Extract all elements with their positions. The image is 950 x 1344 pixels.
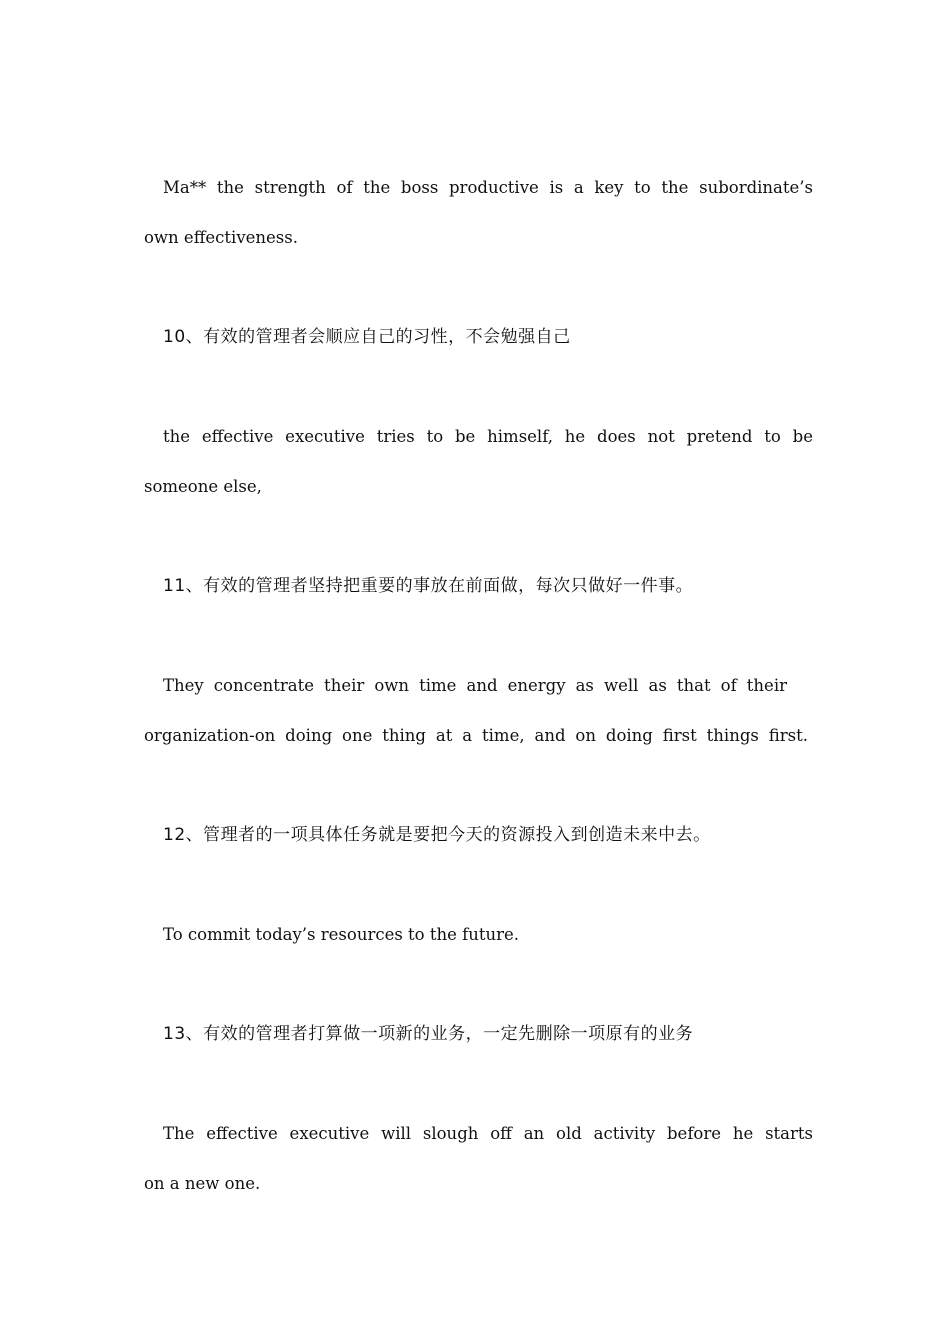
paragraph-line: They concentrate their own time and energy as well as that of their [163, 676, 787, 695]
section-heading-11: 11、有效的管理者坚持把重要的事放在前面做，每次只做好一件事。 [163, 576, 694, 596]
paragraph-line: Ma** the strength of the boss productive is a key to the subordinate’s [163, 178, 813, 197]
section-heading-12: 12、管理者的一项具体任务就是要把今天的资源投入到创造未来中去。 [163, 825, 711, 845]
paragraph-line: on a new one. [144, 1174, 261, 1193]
section-heading-10: 10、有效的管理者会顺应自己的习性，不会勉强自己 [163, 327, 571, 347]
paragraph-line: own effectiveness. [144, 228, 298, 247]
paragraph-line: To commit today’s resources to the future. [163, 925, 520, 944]
paragraph-line: The effective executive will slough off an old activity before he starts [163, 1124, 813, 1143]
paragraph-line: someone else, [144, 477, 262, 496]
section-heading-13: 13、有效的管理者打算做一项新的业务，一定先删除一项原有的业务 [163, 1024, 694, 1044]
paragraph-line: organization-on doing one thing at a time, and on doing first things first. [144, 726, 808, 745]
paragraph-line: the effective executive tries to be himself, he does not pretend to be [163, 427, 813, 446]
